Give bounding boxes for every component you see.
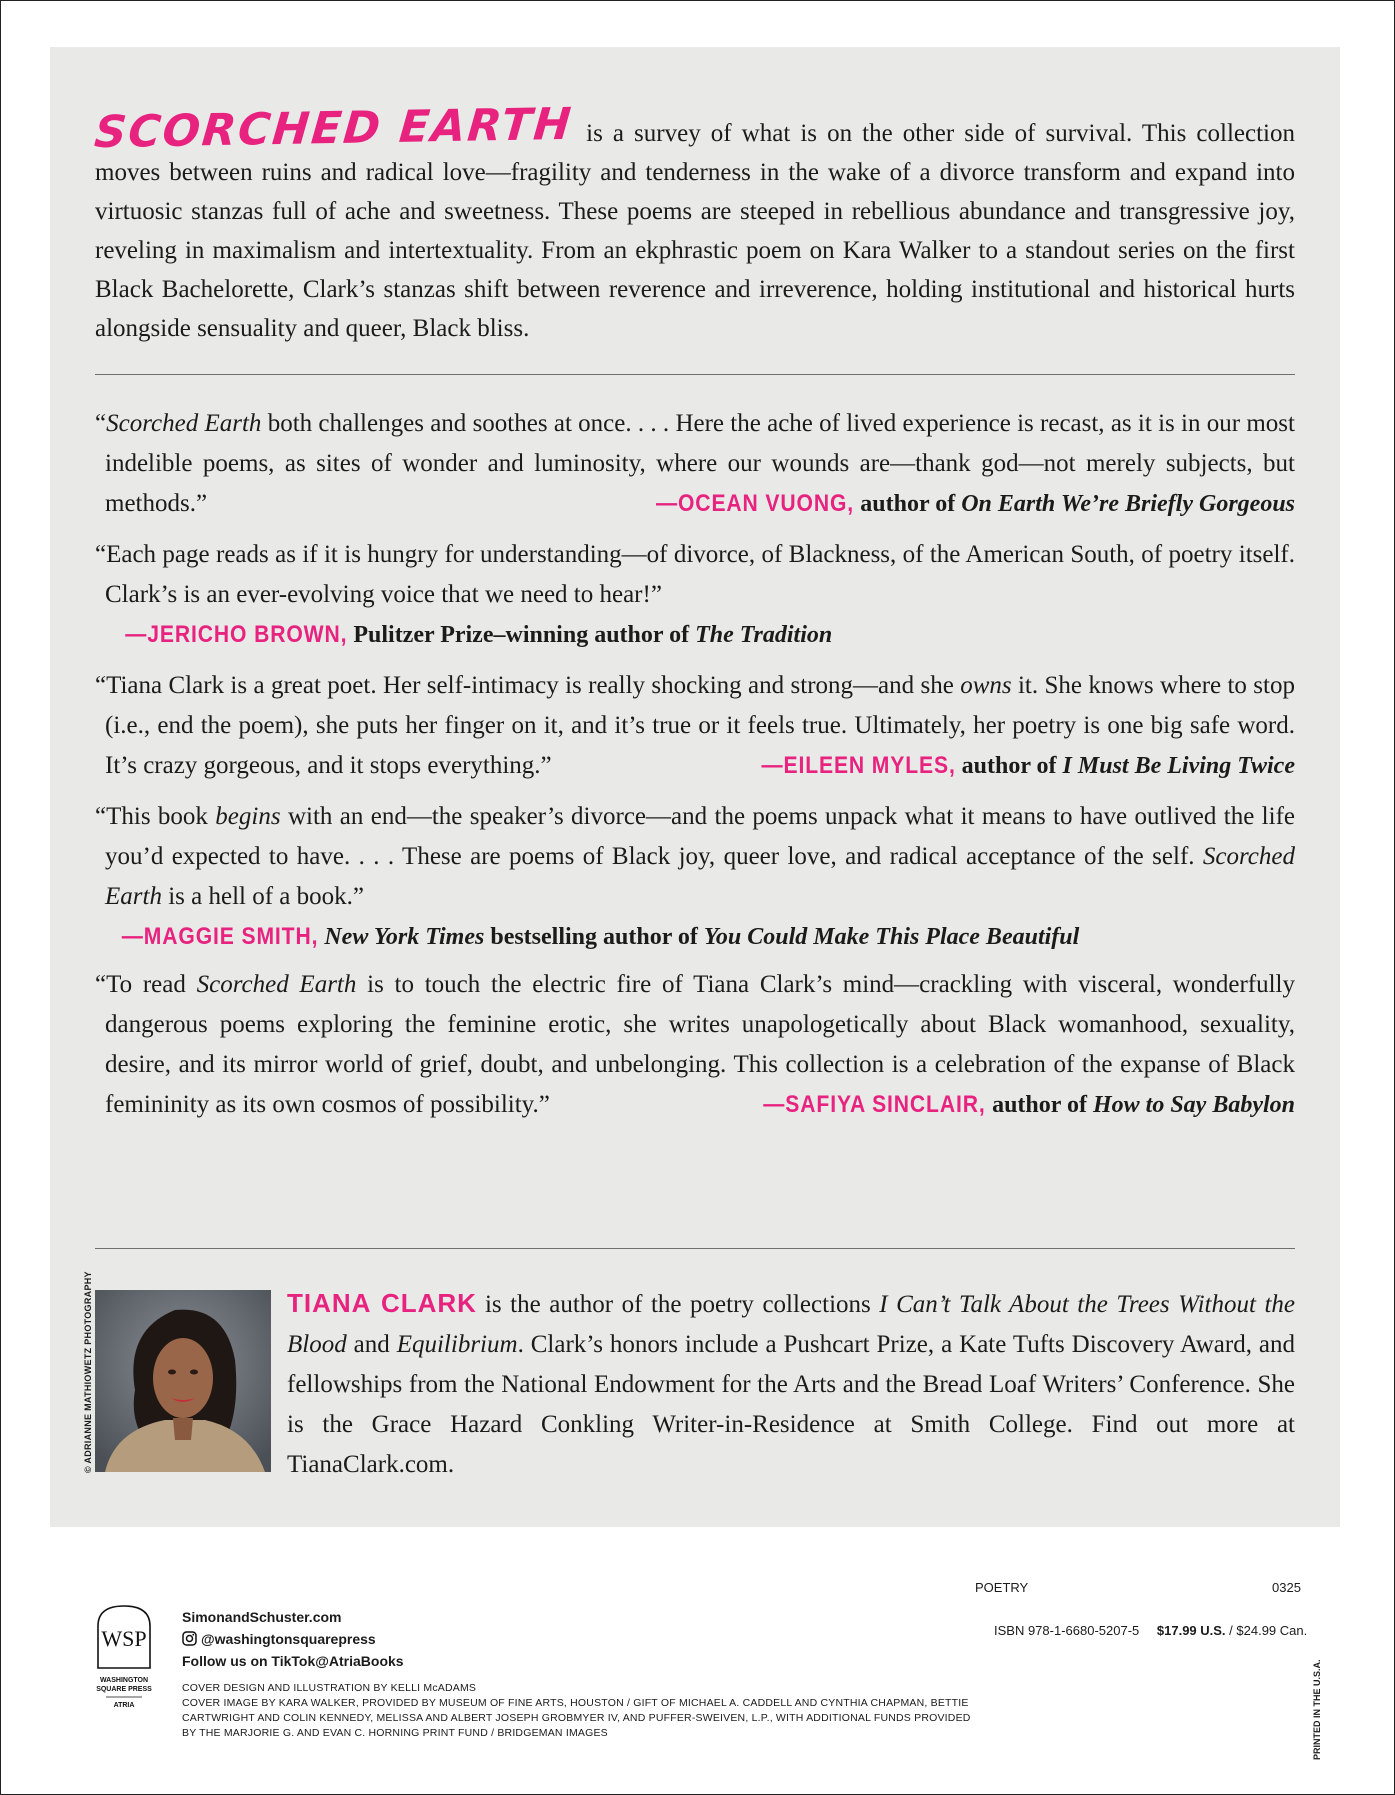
website-link[interactable]: SimonandSchuster.com [182, 1609, 342, 1625]
author-portrait-image [95, 1290, 271, 1472]
author-role: Pulitzer Prize–winning author of [353, 622, 696, 648]
intro-paragraph [92, 98, 1295, 348]
divider-top [95, 374, 1295, 375]
logo-line2: SQUARE PRESS [96, 1686, 152, 1693]
printed-in: PRINTED IN THE U.S.A. [1312, 1659, 1322, 1760]
author-bio [287, 1283, 1295, 1485]
quote-attribution [95, 615, 1295, 655]
edition-code: 0325 [1272, 1580, 1301, 1595]
quote-attribution [649, 484, 1295, 524]
cover-credits [182, 1681, 982, 1741]
bio-text: is the author of the poetry collections [484, 1291, 880, 1318]
publisher-links [182, 1606, 404, 1672]
blurb-eileen-myles [95, 666, 1295, 786]
design-credit: COVER DESIGN AND ILLUSTRATION BY KELLI McADAMS [182, 1682, 477, 1694]
author-role: author of [961, 753, 1063, 779]
author-role: bestselling author of [484, 924, 704, 950]
author-work: I Must Be Living Twice [1062, 753, 1295, 779]
bio-text: and [346, 1331, 397, 1358]
quote-italic: Scorched Earth [105, 843, 1295, 910]
isbn: ISBN 978-1-6680-5207-5 [994, 1623, 1140, 1638]
quote-text: with an end—the speaker’s divorce—and the poems unpack what it means to have outlived the life you’d expected to have. . . . These are poems of Black joy, queer love, and radical acceptance of the self. [105, 803, 1295, 870]
blurb-ocean-vuong [95, 404, 1295, 524]
quote-italic: Scorched Earth [106, 410, 262, 437]
instagram-link[interactable] [182, 1628, 404, 1650]
instagram-icon [182, 1631, 197, 1646]
author-work: You Could Make This Place Beautiful [703, 924, 1080, 950]
price-can: $24.99 Can. [1236, 1623, 1308, 1638]
quote-attribution [753, 1085, 1295, 1125]
logo-line3: ATRIA [113, 1702, 135, 1709]
quote-text: “This book [95, 803, 216, 830]
logo-line1: WASHINGTON [99, 1677, 149, 1684]
book-title: SCORCHED EARTH [92, 98, 575, 159]
footer [0, 1530, 1395, 1795]
author-name: —EILEEN MYLES, [761, 752, 956, 779]
author-work: On Earth We’re Briefly Gorgeous [961, 491, 1295, 517]
quote-text: “Each page reads as if it is hungry for understanding—of divorce, of Blackness, of the American South, of poetry itself. Clark’s is an ever-evolving voice that we need to hear!” [95, 541, 1295, 608]
quote-text: is to touch the electric fire of Tiana Clark’s mind—crackling with visceral, wonderfully dangerous poems exploring the feminine erotic, she writes unapologetically about Black womanhood, sexuality, desire, and its mirror world of grief, doubt, and unbelonging. This collection is a celebration of the expanse of Black femininity as its own cosmos of possibility.” [105, 971, 1295, 1118]
bio-book-title: Equilibrium [396, 1331, 518, 1358]
quote-italic: owns [960, 672, 1012, 699]
author-role: author of [860, 491, 962, 517]
bio-text: . Clark’s honors include a Pushcart Prize, a Kate Tufts Discovery Award, and fellowships from the National Endowment for the Arts and the Bread Loaf Writers’ Conference. She is the Grace Hazard Conkling Writer-in-Residence at Smith College. Find out more at TianaClark.com. [287, 1331, 1295, 1478]
bio-book-title: I Can’t Talk About the Trees Without the Blood [287, 1291, 1296, 1358]
author-name: —OCEAN VUONG, [656, 490, 855, 517]
blurb-jericho-brown [95, 535, 1295, 655]
quote-text: “Tiana Clark is a great poet. Her self-intimacy is really shocking and strong—and she [95, 672, 961, 699]
category-label: POETRY [975, 1580, 1029, 1595]
blurb-maggie-smith [95, 797, 1295, 957]
instagram-handle: @washingtonsquarepress [201, 1631, 376, 1647]
quote-attribution [755, 746, 1295, 786]
author-role: author of [992, 1092, 1093, 1118]
isbn-price [994, 1623, 1307, 1638]
tiktok-link[interactable]: Follow us on TikTok@AtriaBooks [182, 1653, 404, 1669]
logo-letters: WSP [101, 1626, 147, 1651]
quote-italic: begins [215, 803, 281, 830]
image-credit: COVER IMAGE BY KARA WALKER, PROVIDED BY MUSEUM OF FINE ARTS, HOUSTON / GIFT OF MICHAEL A. CADDELL AND CYNTHIA CHAPMAN, BETTIE CARTWRIGHT AND COLIN KENNEDY, MELISSA AND ALBERT JOSEPH GROBMYER IV, AND PUFFER-SWEIVEN, L.P., WITH ADDITIONAL FUNDS PROVIDED BY THE MARJORIE G. AND EVAN C. HORNING PRINT FUND / BRIDGEMAN IMAGES [182, 1697, 971, 1739]
intro-text: is a survey of what is on the other side of survival. This collection moves between ruins and radical love—fragility and tenderness in the wake of a divorce transform and expand into virtuosic stanzas full of ache and sweetness. These poems are steeped in rebellious abundance and transgressive joy, reveling in maximalism and intertextuality. From an ekphrastic poem on Kara Walker to a standout series on the first Black Bachelorette, Clark’s stanzas shift between reverence and irreverence, holding institutional and historical hurts alongside sensuality and queer, Black bliss. [95, 120, 1295, 342]
price-us: $17.99 U.S. [1156, 1623, 1226, 1638]
author-name: —MAGGIE SMITH, [121, 923, 319, 950]
quote-attribution [95, 917, 1295, 957]
author-photo [95, 1290, 271, 1472]
quote-text: “To read [95, 971, 197, 998]
photo-credit: © ADRIANNE MATHIOWETZ PHOTOGRAPHY [83, 1271, 93, 1473]
author-work: How to Say Babylon [1092, 1092, 1295, 1118]
publisher-logo [88, 1602, 160, 1727]
quote-text: both challenges and soothes at once. . . . Here the ache of lived experience is recast, as it is in our most indelible poems, as sites of wonder and luminosity, where our wounds are—thank god—not merely subjects, but methods.” [105, 410, 1295, 517]
author-publication: New York Times [324, 924, 485, 950]
quote-text: it. She knows where to stop (i.e., end the poem), she puts her finger on it, and it’s true or it feels true. Ultimately, her poetry is one big safe word. It’s crazy gorgeous, and it stops everything.” [105, 672, 1295, 779]
author-work: The Tradition [695, 622, 833, 648]
price-separator: / [1225, 1623, 1237, 1638]
divider-bottom [95, 1248, 1295, 1249]
blurb-safiya-sinclair [95, 965, 1295, 1125]
quote-open: “ [95, 410, 107, 437]
bio-author-name: TIANA CLARK [287, 1288, 477, 1318]
wsp-logo-icon [88, 1602, 160, 1722]
quote-text: is a hell of a book.” [161, 883, 364, 910]
quote-italic: Scorched Earth [196, 971, 357, 998]
author-name: —JERICHO BROWN, [125, 621, 348, 648]
author-name: —SAFIYA SINCLAIR, [763, 1091, 987, 1118]
